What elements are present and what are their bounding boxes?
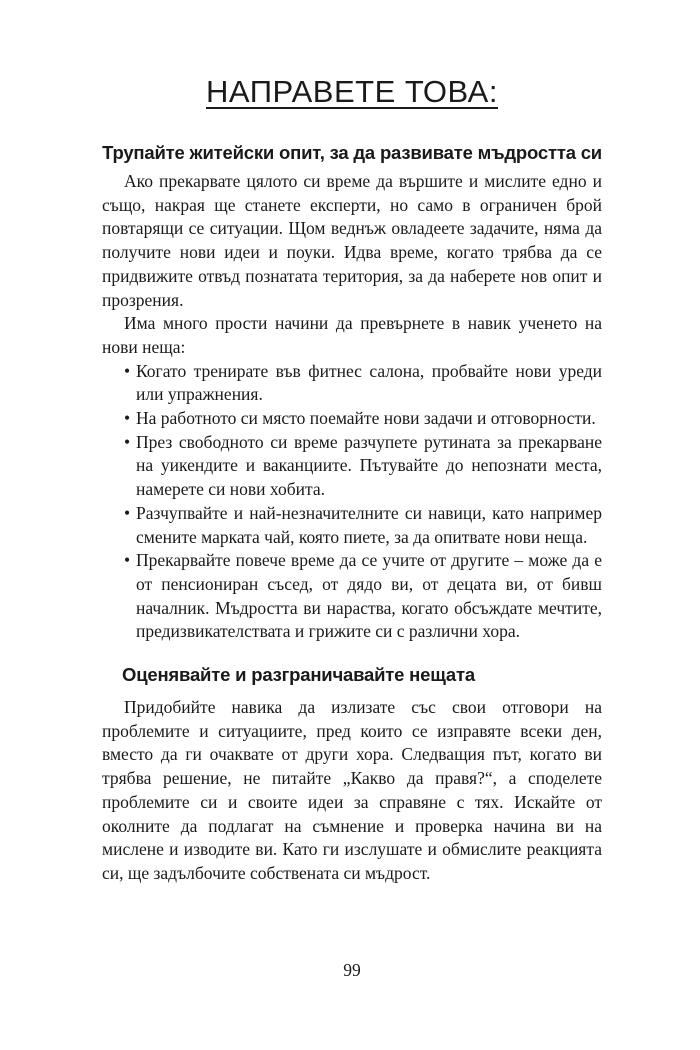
list-item-text: Когато тренирате във фитнес салона, пробвайте нови уреди или упражнения. [136,360,602,405]
paragraph: Придобийте навика да излизате със свои отговори на проблемите и ситуациите, пред които се изправяте всеки ден, вместо да ги очаквате от други хора. Следващия път, когато ви трябва решение, не питайте „Какво да правя?“, а споделете проблемите си и своите идеи за справяне с тях. Искайте от околните да подлагат на съмнение и проверка начина ви на мислене и изводите ви. Като ги изслушате и обмислите реакцията си, ще задълбочите собствената си мъдрост. [102,697,602,883]
section-heading-evaluate: Оценявайте и разграничавайте нещата [122,664,475,686]
bullet-list [102,360,602,644]
book-page [102,0,602,1050]
list-item [102,502,602,549]
list-item [102,360,602,407]
list-item-text: На работното си място поемайте нови задачи и отговорности. [136,408,596,429]
bullet-marker: • [124,360,131,381]
bullet-marker: • [124,502,131,523]
list-item [102,549,602,644]
bullet-marker: • [124,431,131,452]
bullet-marker: • [124,408,131,429]
page-content [102,140,602,886]
list-item-text: Прекарвайте повече време да се учите от другите – може да е от пенсиониран съсед, от дядо ви, от децата ви, от бивш началник. Мъдростта ви нараства, когато обсъждате мечтите, предизвикателствата и грижите си с различни хора. [136,550,602,642]
list-item [102,407,602,431]
list-item-text: Разчупвайте и най-незначителните си навици, като например смените марката чай, която пиете, за да опитвате нови неща. [136,502,602,547]
paragraph: Има много прости начини да превърнете в навик ученето на нови неща: [102,313,602,357]
list-item [102,431,602,502]
section-heading-experience: Трупайте житейски опит, за да развивате мъдростта си [102,142,602,163]
bullet-marker: • [124,550,131,571]
list-item-text: През свободното си време разчупете рутината за прекарване на уикендите и ваканциите. Пътувайте до непознати места, намерете си нови хобита. [136,431,602,500]
page-number: 99 [343,960,361,980]
paragraph: Ако прекарвате цялото си време да вършите и мислите едно и също, накрая ще станете експерти, но само в ограничен брой повтарящи се ситуации. Щом веднъж овладеете задачите, няма да получите нови идеи и поуки. Идва време, когато трябва да се придвижите отвъд познатата територия, за да наберете нов опит и прозрения. [102,171,602,310]
page-title: НАПРАВЕТЕ ТОВА: [206,74,498,109]
